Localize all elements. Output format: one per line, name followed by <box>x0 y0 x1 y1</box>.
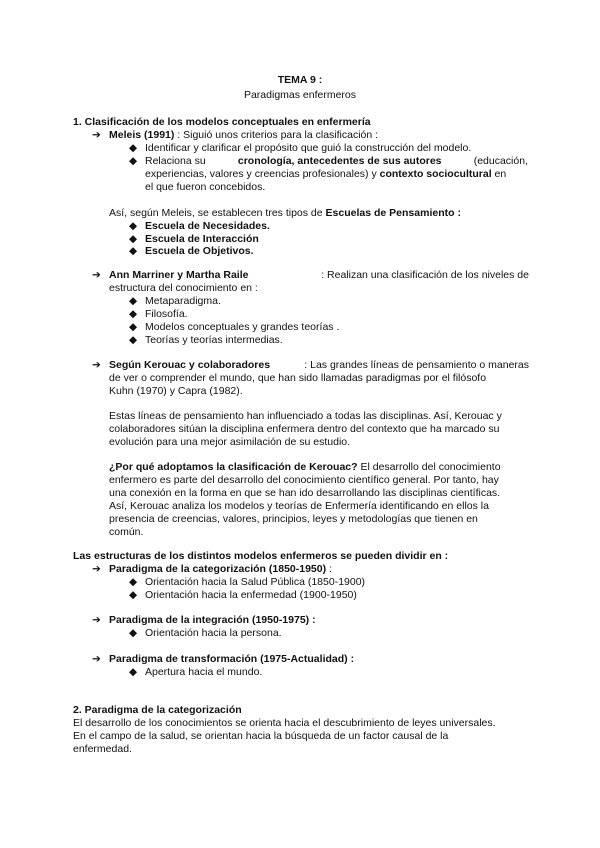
meleis-bullet-1: Identificar y clarificar el propósito que guió la construcción del modelo. <box>145 142 472 154</box>
kerouac-p2-line-1: Estas líneas de pensamiento han influenciado a todas las disciplinas. Así, Kerouac y <box>109 410 502 422</box>
marriner-item: Teorías y teorías intermedias. <box>145 334 283 346</box>
marriner-item: Filosofía. <box>145 308 188 320</box>
diamond-bullet-icon: ◆ <box>129 321 138 333</box>
section-2-line-2: En el campo de la salud, se orientan hacia la búsqueda de un factor causal de la <box>73 730 449 742</box>
meleis-bullet-2-line-3: el que fueron concebidos. <box>145 181 266 193</box>
kerouac-question-line-6: común. <box>109 526 144 538</box>
kerouac-question-line-3: una conexión en la forma en que se han ido desarrollando las disciplinas científicas. <box>109 487 501 499</box>
paradigm-transformation-item: Apertura hacia el mundo. <box>145 666 263 678</box>
section-2-line-1: El desarrollo de los conocimientos se orienta hacia el descubrimiento de leyes universales. <box>73 717 496 729</box>
diamond-bullet-icon: ◆ <box>129 220 138 232</box>
arrow-icon: ➔ <box>92 269 101 281</box>
paradigm-categorization-item: Orientación hacia la Salud Pública (1850-1900) <box>145 576 366 588</box>
diamond-bullet-icon: ◆ <box>129 308 138 320</box>
kerouac-line-2: de ver o comprender el mundo, que han sido llamadas paradigmas por el filósofo <box>109 372 487 384</box>
section-1-heading: 1. Clasificación de los modelos conceptuales en enfermería <box>73 116 371 128</box>
section-2-line-3: enfermedad. <box>73 743 132 755</box>
structures-heading: Las estructuras de los distintos modelos enfermeros se pueden dividir en : <box>73 550 449 562</box>
diamond-bullet-icon: ◆ <box>129 245 138 257</box>
school-interaction: Escuela de Interacción <box>145 233 259 245</box>
paradigm-categorization-item: Orientación hacia la enfermedad (1900-1950) <box>145 589 357 601</box>
school-objectives: Escuela de Objetivos. <box>145 245 254 257</box>
section-2-heading: 2. Paradigma de la categorización <box>73 704 242 716</box>
marriner-line-2: estructura del conocimiento en : <box>109 282 258 294</box>
kerouac-p2-line-2: colaboradores sitúan la disciplina enfermera dentro del contexto que ha marcado su <box>109 423 500 435</box>
diamond-bullet-icon: ◆ <box>129 334 138 346</box>
paradigm-categorization-title: Paradigma de la categorización (1850-1950) : <box>109 563 332 575</box>
paradigm-integration-title: Paradigma de la integración (1950-1975) : <box>109 614 316 626</box>
meleis-bullet-2-line-1: Relaciona su cronología, antecedentes de sus autores (educación, <box>145 155 528 167</box>
kerouac-question-line-2: enfermero es parte del desarrollo del conocimiento científico general. Por tanto, hay <box>109 474 499 486</box>
diamond-bullet-icon: ◆ <box>129 666 138 678</box>
arrow-icon: ➔ <box>92 359 101 371</box>
tema-title: TEMA 9 : <box>277 74 323 86</box>
arrow-icon: ➔ <box>92 129 101 141</box>
kerouac-question-line-4: Así, Kerouac analiza los modelos y teorías de Enfermería identificando en ellos la <box>109 500 489 512</box>
paradigm-integration-item: Orientación hacia la persona. <box>145 627 282 639</box>
diamond-bullet-icon: ◆ <box>129 627 138 639</box>
kerouac-question-line-1: ¿Por qué adoptamos la clasificación de Kerouac? El desarrollo del conocimiento <box>109 461 501 473</box>
marriner-item: Modelos conceptuales y grandes teorías . <box>145 321 340 333</box>
arrow-icon: ➔ <box>92 563 101 575</box>
kerouac-question-line-5: presencia de creencias, valores, principios, leyes y metodologías que tienen en <box>109 513 478 525</box>
kerouac-line-1: Según Kerouac y colaboradores : Las grandes líneas de pensamiento o maneras <box>109 359 529 371</box>
school-needs: Escuela de Necesidades. <box>145 220 270 232</box>
meleis-intro: Meleis (1991) : Siguió unos criterios para la clasificación : <box>109 129 379 141</box>
arrow-icon: ➔ <box>92 653 101 665</box>
diamond-bullet-icon: ◆ <box>129 576 138 588</box>
marriner-item: Metaparadigma. <box>145 295 221 307</box>
meleis-bullet-2-line-2: experiencias, valores y creencias profesionales) y contexto sociocultural en <box>145 168 507 180</box>
meleis-schools-intro: Así, según Meleis, se establecen tres tipos de Escuelas de Pensamiento : <box>109 207 461 219</box>
diamond-bullet-icon: ◆ <box>129 142 138 154</box>
kerouac-p2-line-3: evolución para una mejor asimilación de su estudio. <box>109 436 351 448</box>
diamond-bullet-icon: ◆ <box>129 295 138 307</box>
diamond-bullet-icon: ◆ <box>129 589 138 601</box>
diamond-bullet-icon: ◆ <box>129 233 138 245</box>
tema-subtitle: Paradigmas enfermeros <box>243 89 357 101</box>
kerouac-line-3: Kuhn (1970) y Capra (1982). <box>109 385 243 397</box>
diamond-bullet-icon: ◆ <box>129 155 138 167</box>
marriner-line-1: Ann Marriner y Martha Raile : Realizan una clasificación de los niveles de <box>109 269 529 281</box>
arrow-icon: ➔ <box>92 614 101 626</box>
paradigm-transformation-title: Paradigma de transformación (1975-Actualidad) : <box>109 653 355 665</box>
